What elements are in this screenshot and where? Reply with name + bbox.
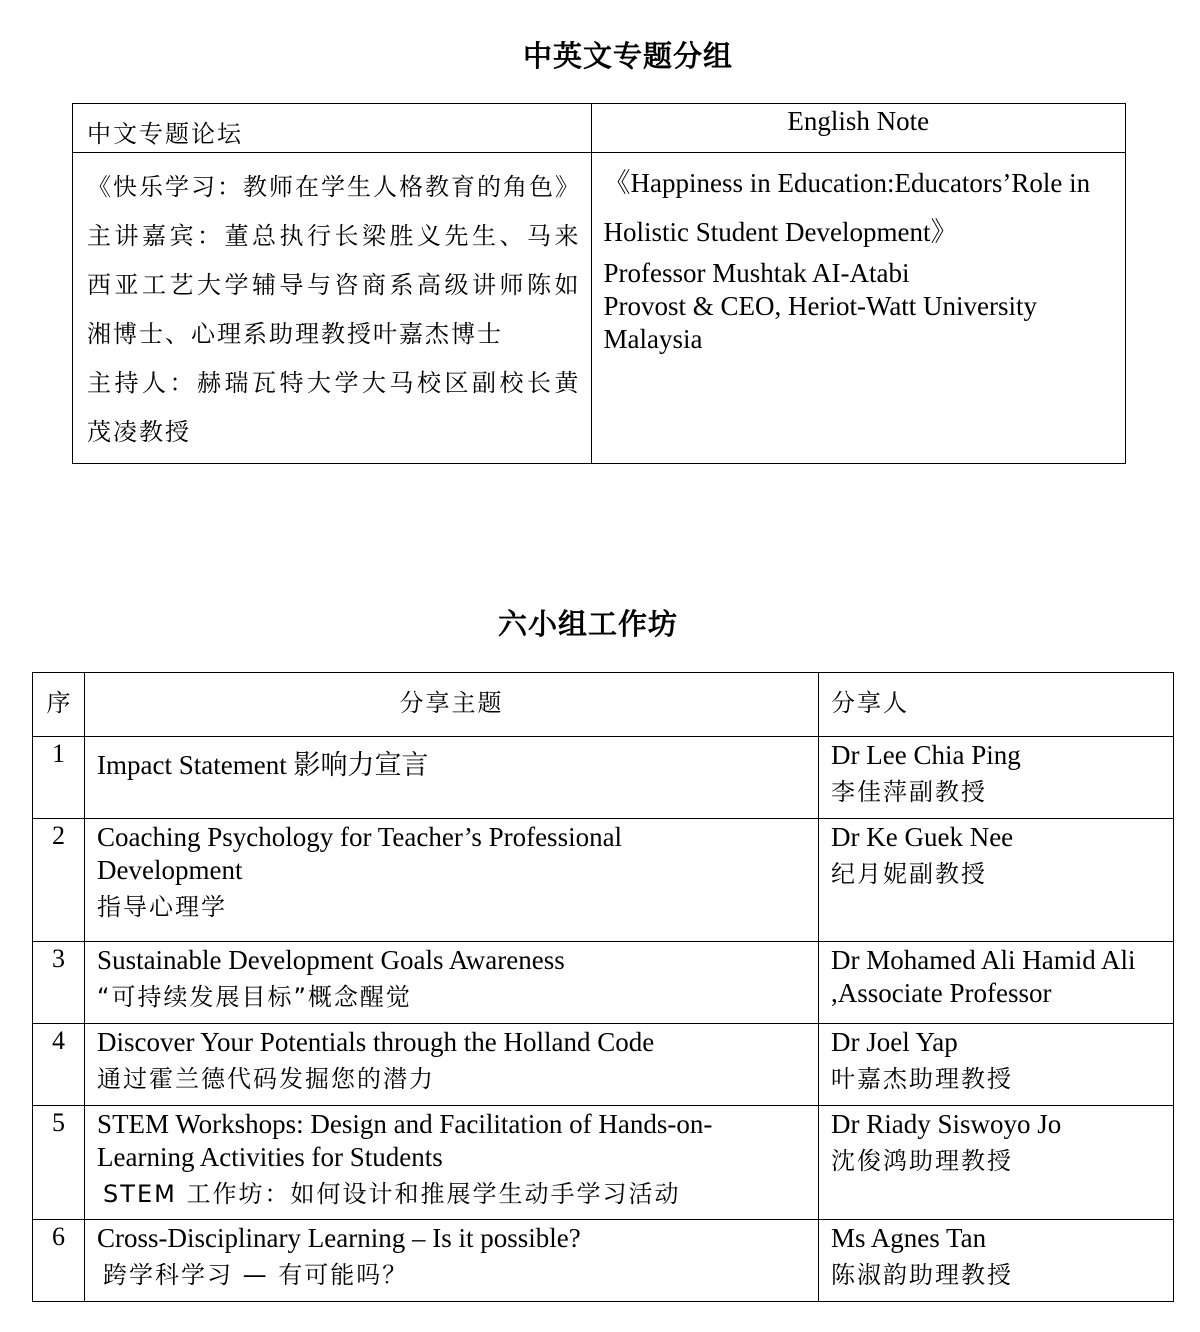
chinese-forum-cell (73, 153, 592, 464)
table-row (33, 942, 1174, 1024)
header-chinese-forum: 中文专题论坛 (73, 104, 592, 153)
row-num: 2 (33, 819, 85, 942)
header-english-note: English Note (591, 104, 1125, 153)
forum-table-header (73, 104, 1126, 153)
speaker-en: Dr Riady Siswoyo Jo (831, 1109, 1062, 1139)
row-topic (85, 942, 819, 1024)
row-num: 1 (33, 737, 85, 819)
topic-en: Cross-Disciplinary Learning – Is it possible? (97, 1223, 581, 1253)
speaker-en: Dr Joel Yap (831, 1027, 958, 1057)
table-row (33, 1220, 1174, 1302)
row-speaker (819, 942, 1174, 1024)
row-num: 3 (33, 942, 85, 1024)
topic-cn: “可持续发展目标”概念醒觉 (97, 983, 412, 1011)
topic-cn: 通过霍兰德代码发掘您的潜力 (97, 1065, 436, 1093)
table-row (33, 819, 1174, 942)
section1-title: 中英文专题分组 (522, 39, 733, 73)
row-speaker (819, 819, 1174, 942)
speaker-en: Dr Mohamed Ali Hamid Ali ,Associate Professor (831, 945, 1136, 1008)
forum-title-cn: 《快乐学习：教师在学生人格教育的角色》 (87, 173, 581, 201)
topic-cn: 跨学科学习 — 有可能吗？ (103, 1261, 409, 1289)
topic-en: Coaching Psychology for Teacher’s Professional Development (97, 822, 623, 885)
table-row (33, 1024, 1174, 1106)
row-speaker (819, 1024, 1174, 1106)
header-topic: 分享主题 (85, 673, 819, 737)
speaker-cn: 叶嘉杰助理教授 (831, 1065, 1013, 1093)
forum-speaker-name: Professor Mushtak AI-Atabi (603, 258, 910, 288)
topic-cn: 指导心理学 (97, 893, 228, 921)
topic-cn: STEM 工作坊：如何设计和推展学生动手学习活动 (103, 1180, 681, 1208)
speaker-cn: 纪月妮副教授 (831, 860, 987, 888)
row-topic (85, 1106, 819, 1220)
topic-en: STEM Workshops: Design and Facilitation of Hands-on-Learning Activities for Students (97, 1109, 713, 1172)
row-speaker (819, 1106, 1174, 1220)
topic-en: Discover Your Potentials through the Holland Code (97, 1027, 655, 1057)
row-num: 6 (33, 1220, 85, 1302)
row-topic (85, 1024, 819, 1106)
row-topic (85, 737, 819, 819)
forum-table-row (73, 153, 1126, 464)
forum-speaker-position: Provost & CEO, Heriot-Watt University Malaysia (603, 291, 1038, 354)
english-note-cell (591, 153, 1125, 464)
row-topic (85, 819, 819, 942)
table-row (33, 1106, 1174, 1220)
speaker-cn: 李佳萍副教授 (831, 778, 987, 806)
speaker-en: Dr Lee Chia Ping (831, 740, 1021, 770)
forum-speakers-cn: 主讲嘉宾：董总执行长梁胜义先生、马来西亚工艺大学辅导与咨商系高级讲师陈如湘博士、心理系助理教授叶嘉杰博士 (87, 222, 581, 348)
forum-host-cn: 主持人：赫瑞瓦特大学大马校区副校长黄茂凌教授 (87, 369, 581, 446)
speaker-en: Ms Agnes Tan (831, 1223, 987, 1253)
topic-en: Sustainable Development Goals Awareness (97, 945, 565, 975)
row-speaker (819, 1220, 1174, 1302)
forum-title-en: 《Happiness in Education:Educators’Role in Holistic Student Development》 (603, 168, 1091, 247)
row-speaker (819, 737, 1174, 819)
speaker-cn: 沈俊鸿助理教授 (831, 1147, 1013, 1175)
table-row (33, 737, 1174, 819)
header-speaker: 分享人 (819, 673, 1174, 737)
row-num: 4 (33, 1024, 85, 1106)
speaker-en: Dr Ke Guek Nee (831, 822, 1014, 852)
topic-en: Impact Statement 影响力宣言 (97, 750, 429, 780)
row-topic (85, 1220, 819, 1302)
row-num: 5 (33, 1106, 85, 1220)
workshop-table (32, 672, 1174, 1302)
forum-table (72, 103, 1126, 464)
workshop-table-header (33, 673, 1174, 737)
section2-title: 六小组工作坊 (497, 607, 678, 641)
speaker-cn: 陈淑韵助理教授 (831, 1261, 1013, 1289)
header-num: 序 (33, 673, 85, 737)
